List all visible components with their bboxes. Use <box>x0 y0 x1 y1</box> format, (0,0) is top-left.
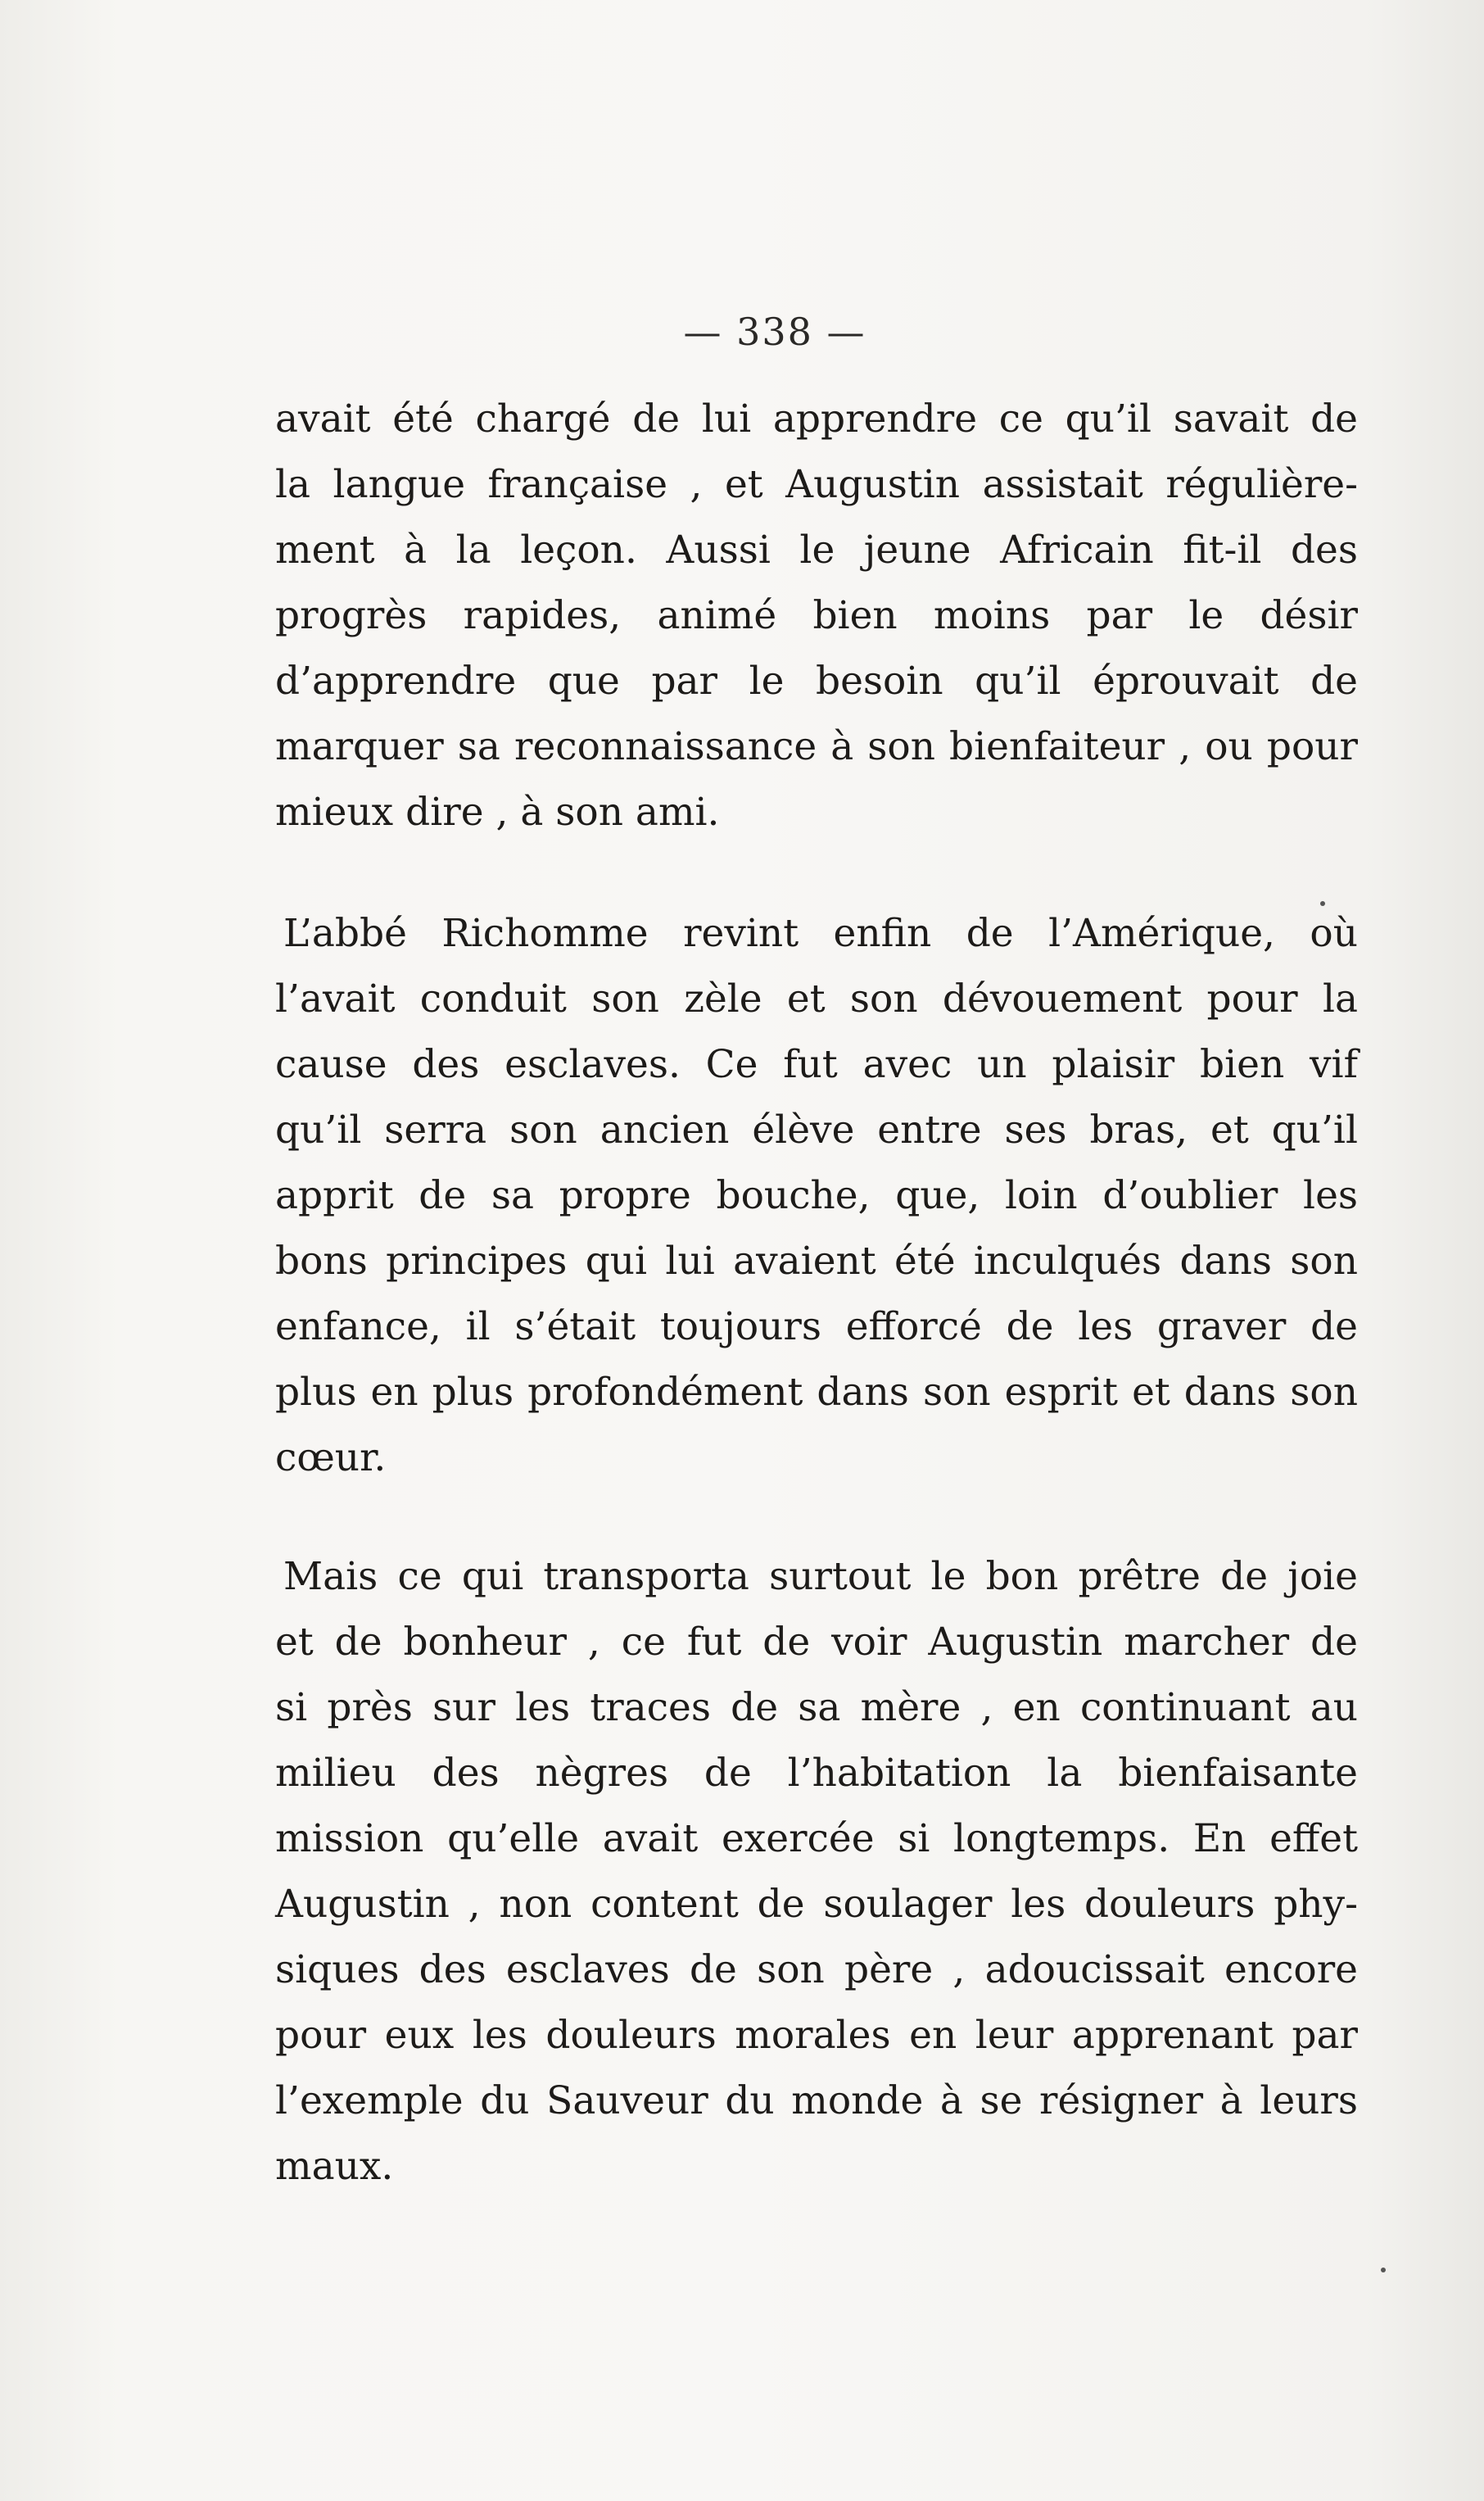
page-number: — 338 — <box>683 310 866 354</box>
text-line: qu’il serra son ancien élève entre ses bras, et qu’il <box>275 1108 1358 1153</box>
text-line: ment à la leçon. Aussi le jeune Africain fit-il des <box>275 528 1358 573</box>
text-line: progrès rapides, animé bien moins par le désir <box>275 593 1358 638</box>
text-line: bons principes qui lui avaient été inculqués dans son <box>275 1239 1358 1284</box>
text-line: mieux dire , à son ami. <box>275 790 720 835</box>
text-line: L’abbé Richomme revint enfin de l’Amérique, où <box>283 911 1358 956</box>
text-line: et de bonheur , ce fut de voir Augustin marcher de <box>275 1620 1358 1665</box>
text-line: milieu des nègres de l’habitation la bienfaisante <box>275 1751 1358 1796</box>
paragraph-2 <box>275 901 1358 1491</box>
text-line: l’avait conduit son zèle et son dévouement pour la <box>275 976 1358 1022</box>
text-line: Augustin , non content de soulager les douleurs phy- <box>275 1882 1358 1927</box>
text-line: plus en plus profondément dans son esprit et dans son <box>275 1370 1358 1415</box>
text-line: Mais ce qui transporta surtout le bon prêtre de joie <box>283 1554 1358 1599</box>
text-line: cause des esclaves. Ce fut avec un plaisir bien vif <box>275 1042 1358 1087</box>
text-line: avait été chargé de lui apprendre ce qu’il savait de <box>275 396 1358 442</box>
text-line: marquer sa reconnaissance à son bienfaiteur , ou pour <box>275 724 1358 769</box>
text-line: si près sur les traces de sa mère , en continuant au <box>275 1685 1358 1730</box>
text-line: siques des esclaves de son père , adoucissait encore <box>275 1947 1358 1992</box>
ink-speck <box>1320 901 1325 906</box>
paragraph-1 <box>275 387 1358 845</box>
paragraph-3 <box>275 1544 1358 2200</box>
text-line: apprit de sa propre bouche, que, loin d’oublier les <box>275 1173 1358 1218</box>
text-line: d’apprendre que par le besoin qu’il éprouvait de <box>275 659 1358 704</box>
text-line: mission qu’elle avait exercée si longtemps. En effet <box>275 1816 1358 1861</box>
text-line: la langue française , et Augustin assistait régulière- <box>275 462 1358 507</box>
text-line: cœur. <box>275 1435 387 1480</box>
text-line: l’exemple du Sauveur du monde à se résigner à leurs <box>275 2078 1358 2123</box>
text-line: enfance, il s’était toujours efforcé de les graver de <box>275 1304 1358 1349</box>
text-line: pour eux les douleurs morales en leur apprenant par <box>275 2013 1358 2058</box>
text-line: maux. <box>275 2144 394 2189</box>
ink-speck <box>1381 2268 1386 2272</box>
